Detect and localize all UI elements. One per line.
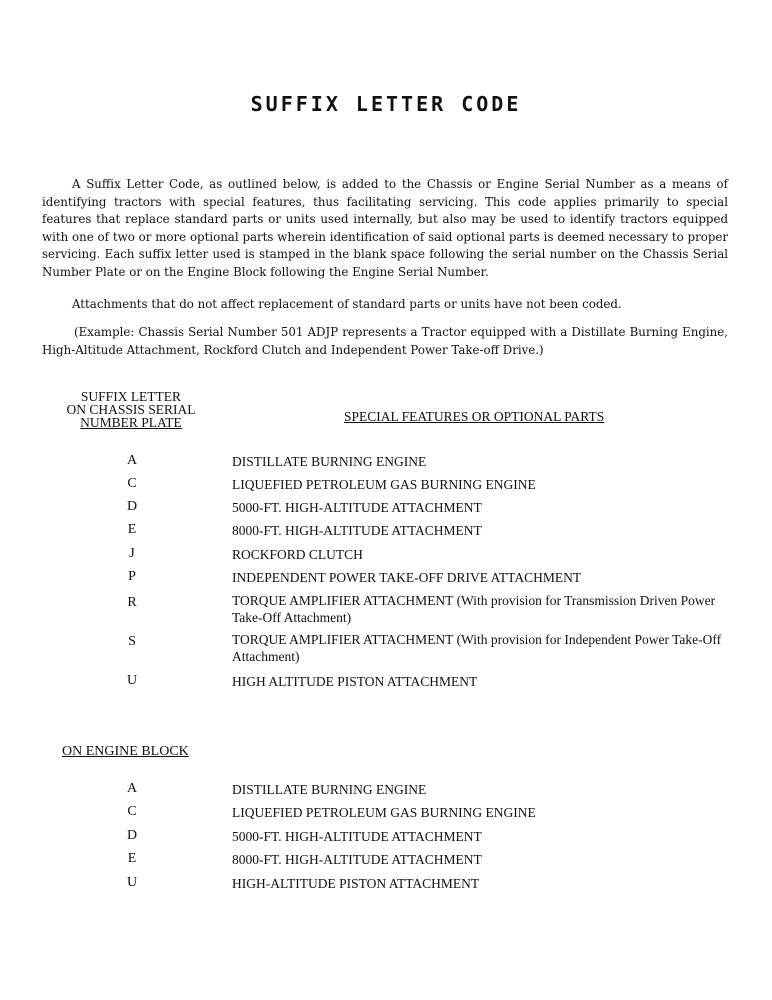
- suffix-code: E: [127, 851, 137, 866]
- suffix-code: C: [127, 476, 137, 491]
- feature-description: DISTILLATE BURNING ENGINE: [232, 782, 427, 797]
- feature-description: 5000-FT. HIGH-ALTITUDE ATTACHMENT: [232, 829, 482, 844]
- suffix-code: D: [126, 828, 138, 843]
- example-paragraph: (Example: Chassis Serial Number 501 ADJP represents a Tractor equipped with a Distillate Burning Engine, High-Altitude Attachment, Rockford Clutch and Independent Power Take-off Drive.): [42, 325, 728, 357]
- features-column-header: SPECIAL FEATURES OR OPTIONAL PARTS: [344, 409, 605, 424]
- suffix-code: A: [126, 453, 138, 468]
- suffix-code: D: [126, 499, 138, 514]
- feature-description: ROCKFORD CLUTCH: [232, 547, 363, 562]
- suffix-code: U: [126, 875, 138, 890]
- intro-paragraph: A Suffix Letter Code, as outlined below, is added to the Chassis or Engine Serial Number as a means of identifying tractors with special features, thus facilitating servicing. This code applies primarily to special features that replace standard parts or units used internally, but also may be used to identify tractors equipped with one of two or more optional parts wherein identification of said optional parts is deemed necessary to proper servicing. Each suffix letter used is stamped in the blank space following the serial number on the Chassis Serial Number Plate or on the Engine Block following the Engine Serial Number.: [42, 177, 728, 279]
- suffix-code: R: [127, 595, 137, 610]
- suffix-code: U: [126, 673, 138, 688]
- chassis-header-line-3: NUMBER PLATE: [80, 415, 182, 430]
- feature-description: 8000-FT. HIGH-ALTITUDE ATTACHMENT: [232, 523, 482, 538]
- feature-description: LIQUEFIED PETROLEUM GAS BURNING ENGINE: [232, 805, 536, 820]
- feature-description: 8000-FT. HIGH-ALTITUDE ATTACHMENT: [232, 852, 482, 867]
- attachments-paragraph: Attachments that do not affect replacement of standard parts or units have not been coded.: [72, 297, 622, 311]
- suffix-code: P: [128, 569, 136, 584]
- feature-description: 5000-FT. HIGH-ALTITUDE ATTACHMENT: [232, 500, 482, 515]
- feature-description: TORQUE AMPLIFIER ATTACHMENT (With provision for Transmission Driven Power Take-Off Attachment): [232, 593, 716, 625]
- feature-description: LIQUEFIED PETROLEUM GAS BURNING ENGINE: [232, 477, 536, 492]
- chassis-header-line-1: SUFFIX LETTER: [80, 389, 182, 404]
- feature-description: HIGH-ALTITUDE PISTON ATTACHMENT: [232, 876, 480, 891]
- suffix-code: C: [127, 804, 137, 819]
- feature-description: DISTILLATE BURNING ENGINE: [232, 454, 427, 469]
- suffix-code: J: [129, 546, 135, 561]
- engine-block-header: ON ENGINE BLOCK: [62, 744, 189, 759]
- feature-description: HIGH ALTITUDE PISTON ATTACHMENT: [232, 674, 478, 689]
- suffix-code: E: [127, 522, 137, 537]
- suffix-code: S: [128, 634, 136, 649]
- chassis-code-column-header: [56, 390, 206, 429]
- page-title: SUFFIX LETTER CODE: [250, 92, 522, 116]
- feature-description: TORQUE AMPLIFIER ATTACHMENT (With provision for Independent Power Take-Off Attachment): [232, 632, 722, 664]
- chassis-header-line-2: ON CHASSIS SERIAL: [66, 402, 196, 417]
- suffix-code: A: [126, 781, 138, 796]
- feature-description: INDEPENDENT POWER TAKE-OFF DRIVE ATTACHMENT: [232, 570, 582, 585]
